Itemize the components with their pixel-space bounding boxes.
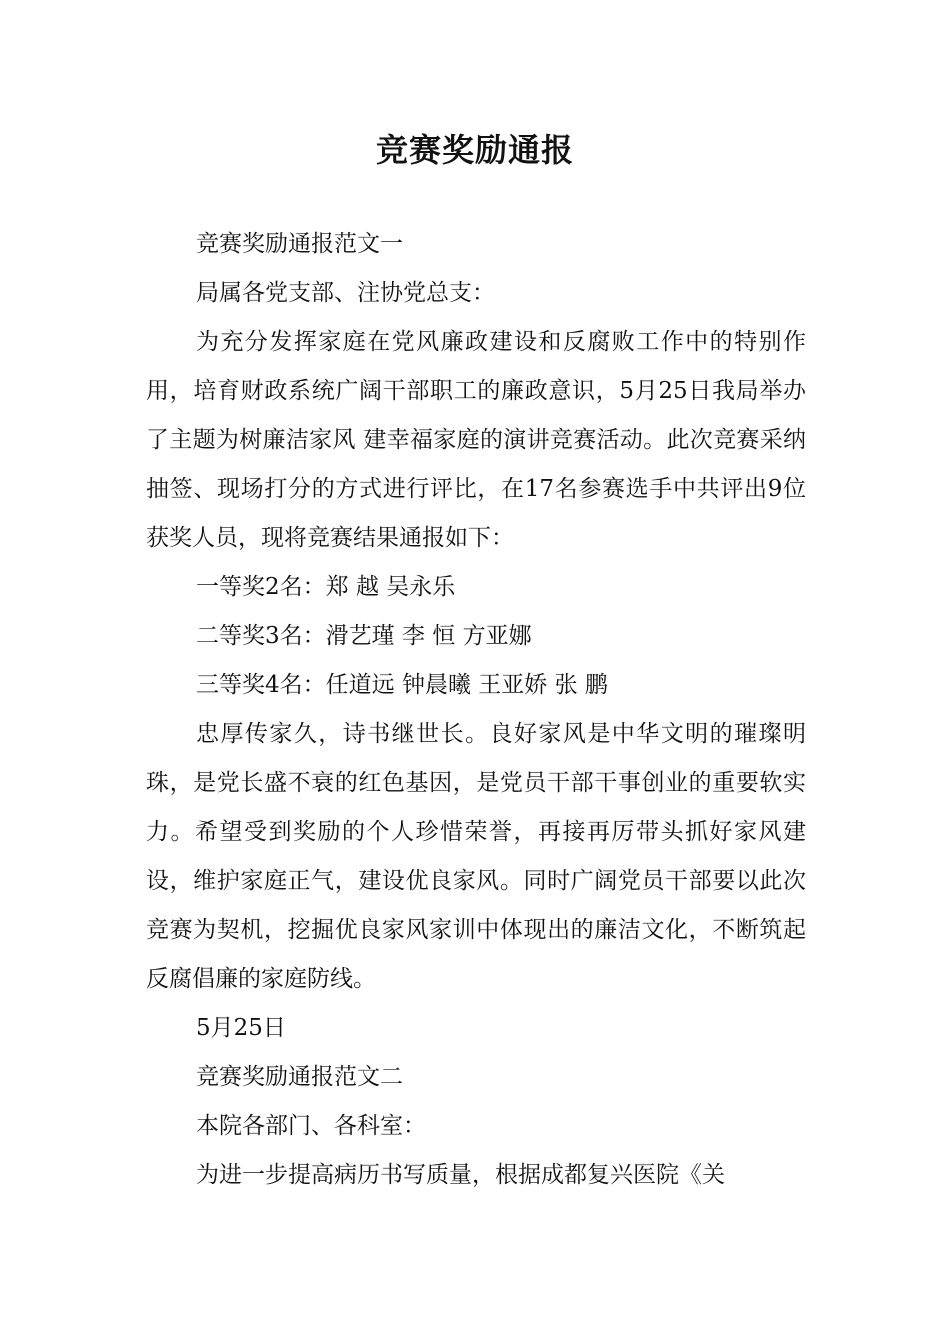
paragraph-salutation-1: 局属各党支部、注协党总支： (196, 280, 495, 306)
paragraph-salutation-2: 本院各部门、各科室： (196, 1113, 426, 1139)
paragraph-third-prize: 三等奖4名：任道远 钟晨曦 王亚娇 张 鹏 (196, 672, 608, 698)
paragraph-sample-heading-2: 竞赛奖励通报范文二 (196, 1064, 403, 1090)
paragraph-date: 5月25日 (196, 1015, 286, 1041)
document-body (146, 220, 806, 1200)
paragraph-closing: 忠厚传家久，诗书继世长。良好家风是中华文明的璀璨明珠，是党长盛不衰的红色基因，是党员干部干事创业的重要软实力。希望受到奖励的个人珍惜荣誉，再接再厉带头抓好家风建设，维护家庭正气，建设优良家风。同时广阔党员干部要以此次竞赛为契机，挖掘优良家风家训中体现出的廉洁文化，不断筑起反腐倡廉的家庭防线。 (146, 721, 806, 992)
paragraph-first-prize: 一等奖2名：郑 越 吴永乐 (196, 574, 456, 600)
paragraph-sample-heading-1: 竞赛奖励通报范文一 (196, 231, 403, 257)
paragraph-second-prize: 二等奖3名：滑艺瑾 李 恒 方亚娜 (196, 623, 532, 649)
paragraph-continuation: 为进一步提高病历书写质量，根据成都复兴医院《关 (196, 1162, 725, 1188)
document-title: 竞赛奖励通报 (375, 131, 574, 169)
paragraph-intro: 为充分发挥家庭在党风廉政建设和反腐败工作中的特别作用，培育财政系统广阔干部职工的廉政意识，5月25日我局举办了主题为树廉洁家风 建幸福家庭的演讲竞赛活动。此次竞赛采纳抽签、现场打分的方式进行评比，在17名参赛选手中共评出9位获奖人员，现将竞赛结果通报如下： (146, 329, 806, 551)
